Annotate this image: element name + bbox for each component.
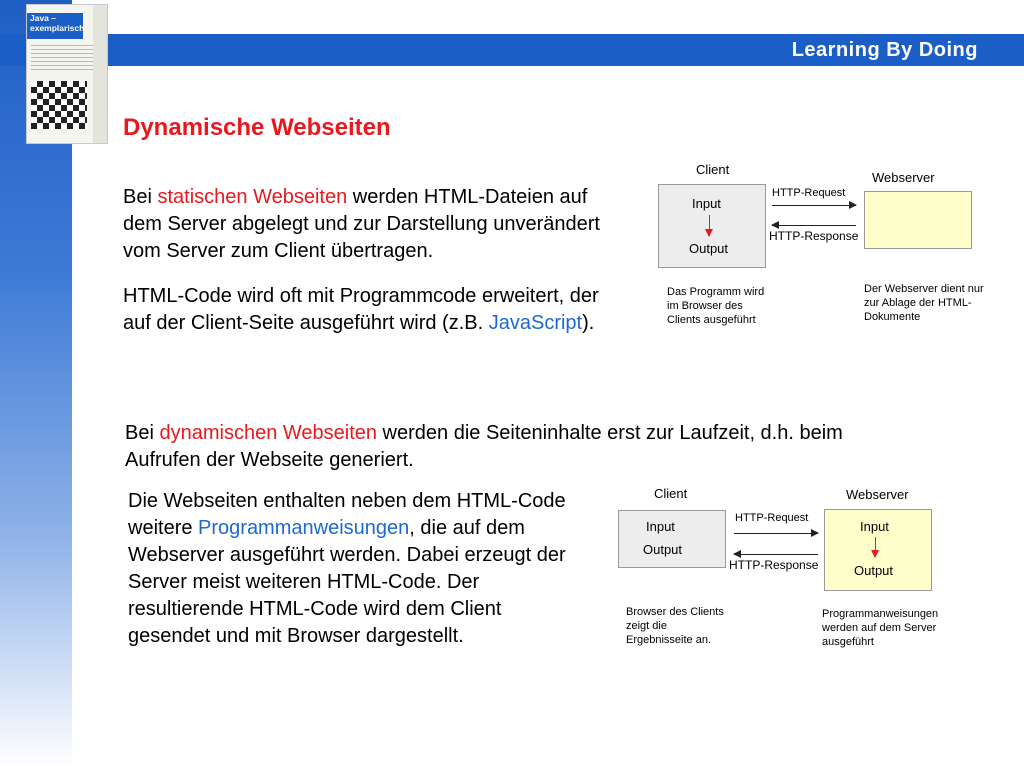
static-highlight: statischen Webseiten xyxy=(157,186,348,208)
webserver-box xyxy=(864,191,972,249)
request-arrow-2 xyxy=(734,533,818,534)
http-response-label-2: HTTP-Response xyxy=(729,558,819,572)
book-title-line2: exemplarisch xyxy=(30,23,85,33)
header-title: Learning By Doing xyxy=(791,39,978,61)
client-label: Client xyxy=(696,162,730,177)
webserver-label-2: Webserver xyxy=(846,487,909,502)
javascript-link[interactable]: JavaScript xyxy=(488,312,583,334)
dynamic-pages-paragraph xyxy=(125,420,915,474)
book-title-line1: Java – xyxy=(30,13,56,23)
client-output-label-2: Output xyxy=(643,542,683,557)
book-cover-text-lines xyxy=(31,45,101,71)
page-title: Dynamische Webseiten xyxy=(123,114,391,141)
server-code-paragraph xyxy=(128,488,576,650)
server-input-label: Input xyxy=(860,519,889,534)
static-prefix: Bei xyxy=(123,186,158,208)
client-code-paragraph xyxy=(123,283,628,337)
webserver-label: Webserver xyxy=(872,170,935,185)
dynamic-suffix: werden die Seiteninhalte erst zur Laufzeit, d.h. beim Aufrufen der Webseite generiert. xyxy=(125,422,843,471)
response-arrow-2 xyxy=(734,554,818,555)
client-note-2: Browser des Clients zeigt die Ergebnisseite an. xyxy=(626,606,724,646)
http-request-label: HTTP-Request xyxy=(772,187,846,199)
client-input-label: Input xyxy=(692,196,721,211)
client-output-label: Output xyxy=(689,241,729,256)
client-note: Das Programm wird im Browser des Clients ausgeführt xyxy=(667,286,765,326)
http-request-label-2: HTTP-Request xyxy=(735,512,809,524)
server-input-to-output-arrow xyxy=(875,537,876,557)
code-prefix: HTML-Code wird oft mit Programmcode erweitert, der auf der Client-Seite ausgeführt wird (z.B. xyxy=(123,285,599,334)
dynamic-prefix: Bei xyxy=(125,422,160,444)
request-arrow xyxy=(772,205,856,206)
client-input-label-2: Input xyxy=(646,519,675,534)
server-prefix: Die Webseiten enthalten neben dem HTML-Code weitere xyxy=(128,490,566,539)
server-suffix: , die auf dem Webserver ausgeführt werden. Dabei erzeugt der Server meist weiteren HTML-Code. Der resultierende HTML-Code wird dem Client gesendet und mit Browser dargestellt. xyxy=(128,517,566,647)
server-output-label: Output xyxy=(854,563,894,578)
response-arrow xyxy=(772,225,856,226)
input-to-output-arrow xyxy=(709,215,710,236)
book-cover-logo xyxy=(26,4,108,144)
static-suffix: werden HTML-Dateien auf dem Server abgelegt und zur Darstellung unverändert vom Server zum Client übertragen. xyxy=(123,186,600,262)
program-instructions-highlight: Programmanweisungen xyxy=(198,517,410,539)
book-cover-title xyxy=(30,13,85,33)
dynamic-highlight: dynamischen Webseiten xyxy=(159,422,377,444)
code-suffix: ). xyxy=(582,312,595,334)
chessboard-illustration xyxy=(31,81,87,129)
book-spine xyxy=(93,5,107,143)
webserver-note-2: Programmanweisungen werden auf dem Server ausgeführt xyxy=(822,608,939,648)
http-response-label: HTTP-Response xyxy=(769,229,859,243)
webserver-note: Der Webserver dient nur zur Ablage der HTML-Dokumente xyxy=(864,283,984,323)
client-label-2: Client xyxy=(654,486,688,501)
static-pages-paragraph xyxy=(123,184,623,265)
